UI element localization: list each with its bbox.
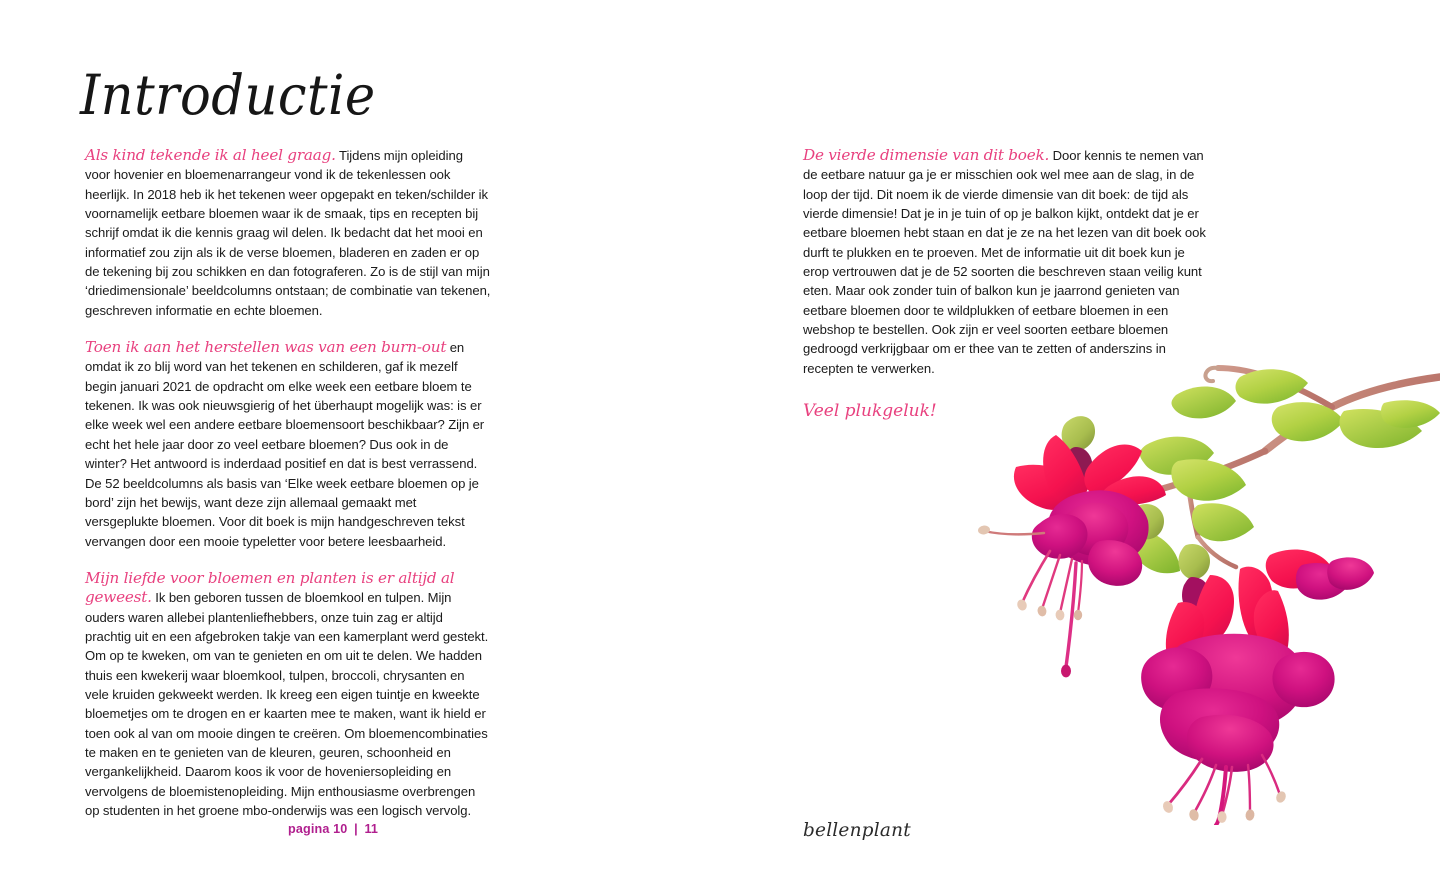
paragraph-2 (85, 338, 491, 551)
page-number-separator: | (354, 822, 358, 836)
right-text-column (803, 146, 1209, 422)
paragraph-1 (85, 146, 491, 320)
paragraph-3 (85, 569, 491, 820)
page-number-footer (288, 822, 378, 836)
page-number-right: 11 (364, 822, 379, 836)
paragraph-1-body: Tijdens mijn opleiding voor hovenier en bloemenarrangeur vond ik de tekenlessen ook heerlijk. In 2018 heb ik het tekenen weer opgepakt en teken/schilder ik voornamelijk eetbare bloemen waar ik de smaak, tips en recepten bij schrijf omdat ik die kennis graag wil delen. Ik bedacht dat het mooi en informatief zou zijn als ik de verse bloemen, bladeren en zaden er op de tekening bij zou schikken en dan fotograferen. Zo is de stijl van mijn ‘driedimensionale’ beeldcolumns ontstaan; de combinatie van tekenen, geschreven informatie en echte bloemen. (85, 148, 491, 318)
paragraph-2-body: en omdat ik zo blij word van het tekenen en schilderen, gaf ik mezelf begin januari 2021 de opdracht om elke week een eetbare bloem te tekenen. Ik was ook nieuwsgierig of het überhaupt mogelijk was: is er elke week wel een andere eetbare bloemensoort beschikbaar? Zijn er echt het hele jaar door zo veel eetbare bloemen? Dus ook in de winter? Het antwoord is inderdaad positief en dat is best verrassend. De 52 beeldcolumns als basis van ‘Elke week eetbare bloemen op je bord’ zijn het bewijs, want deze zijn allemaal gemaakt met versgeplukte bloemen. Voor dit boek is mijn handgeschreven tekst vervangen door een mooie typeletter voor betere leesbaarheid. (85, 340, 485, 549)
paragraph-4-body: Door kennis te nemen van de eetbare natuur ga je er misschien ook wel mee aan de slag, in de loop der tijd. Dit noem ik de vierde dimensie van dit boek: de tijd als vierde dimensie! Dat je in je tuin of op je balkon kijkt, ontdekt dat je er eetbare bloemen hebt staan en dat je ze na het lezen van dit boek ook durft te plukken en te proeven. Met de informatie uit dit boek kun je erop vertrouwen dat je de 52 soorten die beschreven staan veilig kunt eten. Maar ook zonder tuin of balkon kun je jaarrond genieten van eetbare bloemen door te wildplukken of eetbare bloemen in een webshop te bestellen. Ook zijn er veel soorten eetbare bloemen gedroogd verkrijgbaar om er thee van te zetten of anderszins in recepten te verwerken. (803, 148, 1206, 376)
page-title: Introductie (80, 63, 376, 127)
page-number-left: 10 (333, 822, 348, 836)
paragraph-3-lead: Mijn liefde voor bloemen en planten is er altijd al geweest. (85, 568, 455, 607)
fuchsia-branch-photo (940, 355, 1440, 825)
paragraph-3-body: Ik ben geboren tussen de bloemkool en tulpen. Mijn ouders waren allebei plantenliefhebbers, onze tuin zag er altijd prachtig uit en een afgebroken takje van een kamerplant werd gestekt. Om op te kweken, om van te genieten en om uit te delen. We hadden thuis een kwekerij waar bloemkool, tulpen, broccoli, chrysanten en vele kruiden gekweekt werden. Ik kreeg een eigen tuintje en kweekte bloemetjes om te drogen en er kaarten mee te maken, want ik hield er toen ook al van om mooie dingen te creëren. Om bloemencombinaties te maken en te genieten van de kleuren, geuren, schoonheid en vergankelijkheid. Daarom koos ik voor de hoveniersopleiding en vervolgens de bloemistenopleiding. Mijn enthousiasme overbrengen op studenten in het groene mbo-onderwijs was een logisch vervolg. (85, 590, 489, 818)
paragraph-4-lead: De vierde dimensie van dit boek. (803, 146, 1050, 164)
closing-script-line: Veel plukgeluk! (803, 401, 937, 422)
paragraph-2-lead: Toen ik aan het herstellen was van een burn-out (85, 338, 447, 357)
paragraph-1-lead: Als kind tekende ik al heel graag. (85, 146, 336, 164)
pagina-label: pagina (288, 822, 330, 836)
paragraph-4 (803, 146, 1209, 378)
left-text-column (85, 146, 491, 820)
photo-caption: bellenplant (803, 820, 911, 841)
